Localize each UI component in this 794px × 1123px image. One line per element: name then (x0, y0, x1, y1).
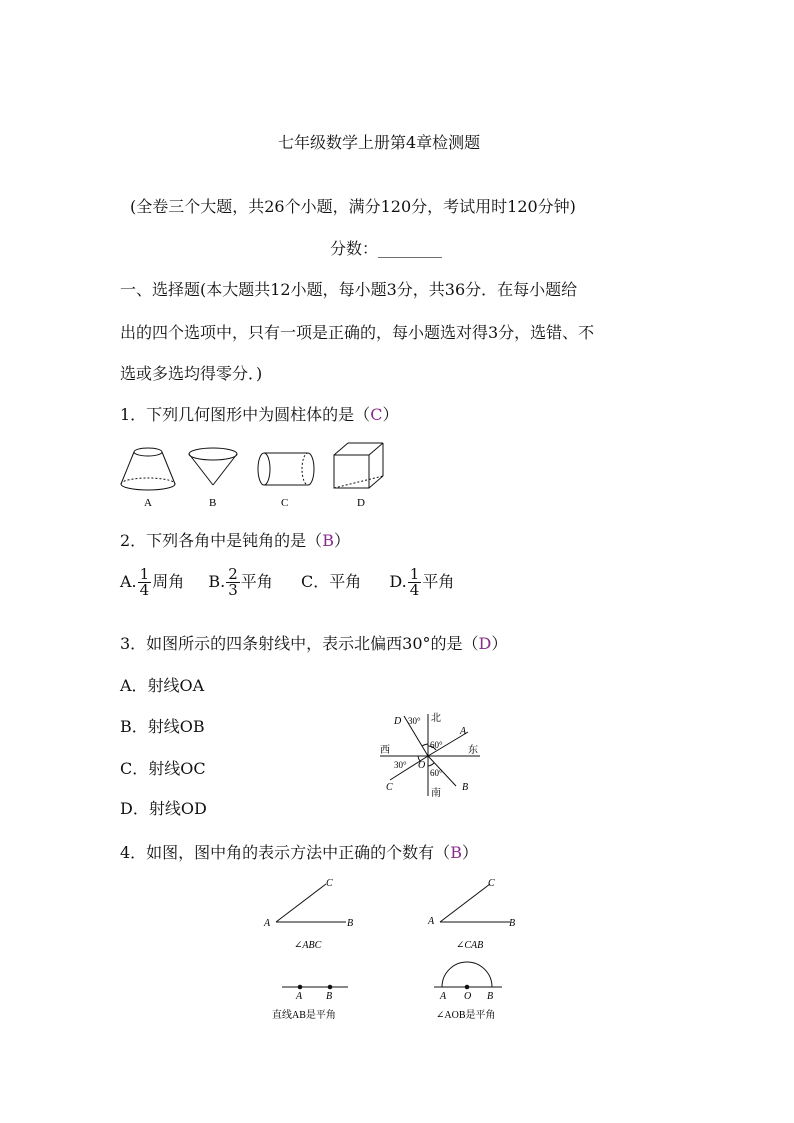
angle-nw: 30° (408, 716, 421, 726)
question-1-close: ） (382, 405, 399, 424)
fig3-label-a: A (296, 991, 303, 1002)
q2-option-a-fraction (138, 567, 152, 598)
question-4-text: 4．如图，图中角的表示方法中正确的个数有（ (120, 843, 451, 862)
compass-figure (376, 710, 486, 800)
page-title: 七年级数学上册第4章检测题 (278, 133, 481, 152)
q2-option-d-prefix: D. (389, 572, 407, 591)
frustum-shape (121, 448, 175, 490)
question-1-text: 1．下列几何图形中为圆柱体的是（ (120, 405, 371, 424)
q2-option-a (120, 565, 189, 599)
label-south: 南 (431, 788, 441, 799)
question-3-text: 3．如图所示的四条射线中，表示北偏西30°的是（ (120, 634, 479, 653)
q2-option-b (208, 565, 278, 599)
fig1-label-b: B (347, 918, 354, 929)
question-2 (120, 528, 350, 551)
fig2-label-a: A (428, 916, 435, 927)
origin-label: O (418, 760, 426, 771)
q2-option-d-suffix: 平角 (422, 572, 455, 591)
q3-option-c: C．射线OC (120, 759, 206, 778)
question-4-answer: B (450, 843, 462, 862)
ray-label-b: B (462, 782, 469, 793)
page-subtitle: (全卷三个大题，共26个小题，满分120分，考试用时120分钟) (130, 197, 576, 216)
question-3 (120, 631, 507, 654)
q2-option-a-num: 1 (139, 565, 150, 583)
fig4-caption: ∠AOB是平角 (436, 1010, 496, 1021)
q2-option-b-num: 2 (228, 565, 238, 583)
question-2-options (120, 567, 454, 598)
q4-figure (256, 872, 532, 1032)
q2-option-d-fraction (408, 567, 422, 598)
fig2-label-c: C (488, 878, 495, 889)
ray-label-a: A (460, 726, 467, 737)
label-east: 东 (468, 745, 478, 756)
q1-label-b: B (209, 497, 217, 509)
q2-option-b-fraction (226, 567, 240, 598)
q2-option-a-prefix: A. (120, 572, 137, 591)
fig1-label-a: A (264, 918, 271, 929)
fig4-label-b: B (487, 991, 494, 1002)
question-4-close: ） (461, 843, 478, 862)
q1-label-a: A (144, 497, 152, 509)
fig2-label-b: B (509, 918, 516, 929)
score-blank: ________ (378, 239, 443, 258)
fig3-caption: 直线AB是平角 (272, 1010, 336, 1021)
q3-option-a: A．射线OA (120, 676, 205, 695)
q2-option-c: C．平角 (300, 572, 362, 591)
angle-sw: 30° (394, 760, 407, 770)
cone-shape (189, 448, 237, 485)
question-2-answer: B (322, 531, 334, 550)
q3-option-d: D．射线OD (120, 799, 207, 818)
angle-se: 60° (430, 768, 443, 778)
fig3-label-b: B (326, 991, 333, 1002)
question-1-answer: C (370, 405, 383, 424)
label-west: 西 (380, 745, 390, 756)
section1-line3: 选或多选均得零分．) (120, 364, 263, 383)
q2-option-b-suffix: 平角 (240, 572, 273, 591)
fig4-label-o: O (464, 991, 472, 1002)
angle-ne: 60° (430, 740, 443, 750)
q3-option-b: B．射线OB (120, 717, 205, 736)
prism-shape (334, 443, 383, 488)
q1-label-c: C (281, 497, 289, 509)
q2-option-d-den: 4 (409, 581, 420, 599)
score-label: 分数： (330, 239, 379, 258)
question-4 (120, 840, 478, 863)
label-north: 北 (431, 713, 441, 724)
fig4-label-a: A (440, 991, 447, 1002)
ray-label-c: C (386, 782, 393, 793)
question-3-answer: D (478, 634, 492, 653)
q2-option-a-den: 4 (139, 581, 150, 599)
q2-option-b-prefix: B. (208, 572, 226, 591)
q1-figure (112, 440, 392, 512)
section1-line1: 一、选择题(本大题共12小题，每小题3分，共36分．在每小题给 (120, 280, 578, 299)
question-2-text: 2．下列各角中是钝角的是（ (120, 531, 323, 550)
score-line (330, 236, 442, 259)
fig1-caption: ∠ABC (294, 940, 322, 951)
ray-label-d: D (394, 716, 402, 727)
question-2-close: ） (333, 531, 350, 550)
fig2-caption: ∠CAB (456, 940, 484, 951)
q2-option-a-suffix: 周角 (152, 572, 185, 591)
cylinder-shape (258, 453, 314, 485)
q2-option-b-den: 3 (228, 581, 238, 599)
fig1-label-c: C (326, 878, 333, 889)
section1-line2: 出的四个选项中，只有一项是正确的，每小题选对得3分，选错、不 (120, 323, 595, 342)
q2-option-d-num: 1 (409, 565, 420, 583)
question-1 (120, 402, 398, 425)
question-3-close: ） (491, 634, 508, 653)
q1-label-d: D (357, 497, 365, 509)
q2-option-d (389, 565, 455, 599)
